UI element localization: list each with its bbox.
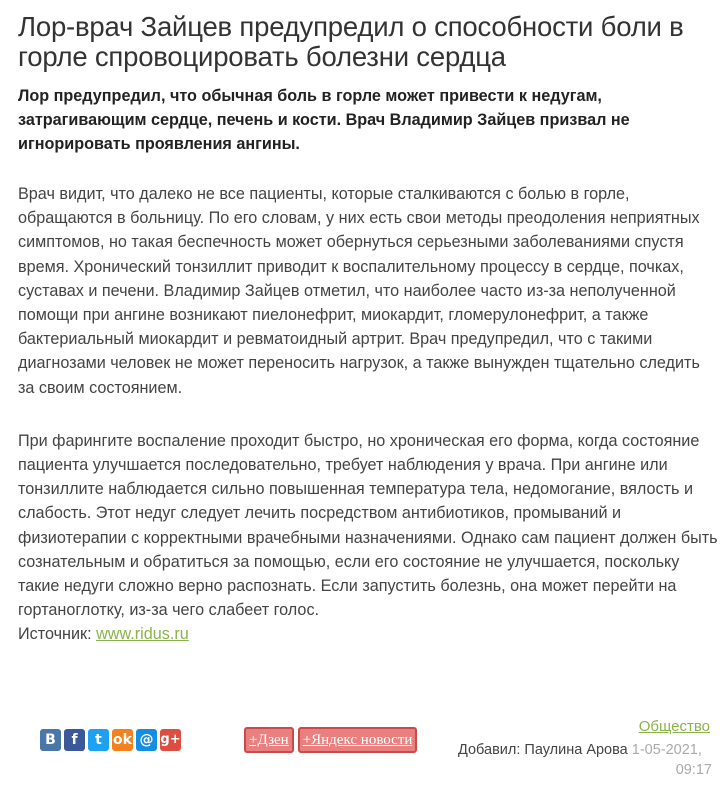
subscribe-tags: [244, 727, 417, 753]
mail-icon[interactable]: @: [136, 729, 157, 751]
article-paragraph-2: При фарингите воспаление проходит быстро, но хроническая его форма, когда состояние пациента улучшается последовательно, требует наблюдения у врача. При ангине или тонзиллите наблюдается сильно повышенная температура тела, недомогание, вялость и слабость. Этот недуг следует лечить посредством антибиотиков, промываний и физиотерапии с корректными врачебными назначениями. Однако сам пациент должен быть сознательным и обратиться за помощью, если его состояние не улучшается, поскольку такие недуги сложно верно распознать. Если запустить болезнь, она может перейти на гортаноглотку, из-за чего слабеет голос.: [18, 431, 718, 620]
source-label: Источник:: [18, 625, 92, 644]
google-plus-icon[interactable]: g+: [160, 729, 181, 751]
post-meta: [458, 740, 712, 780]
vk-icon[interactable]: В: [40, 729, 61, 751]
article-paragraph-1: Врач видит, что далеко не все пациенты, которые сталкиваются с болью в горле, обращаются в больницу. По его словам, у них есть свои методы преодоления неприятных симптомов, но такая беспечность может обернуться серьезными заболеваниями спустя время. Хронический тонзиллит приводит к воспалительному процессу в сердце, почках, суставах и печени. Владимир Зайцев отметил, что наиболее часто из-за неполученной помощи при ангине возникают пиелонефрит, миокардит, гломерулонефрит, а также бактериальный миокардит и ревматоидный артрит. Врач предупредил, что с такими диагнозами человек не может переносить нагрузок, а также вынужден тщательно следить за своим состоянием.: [18, 185, 700, 397]
twitter-icon[interactable]: t: [88, 729, 109, 751]
odnoklassniki-icon[interactable]: ok: [112, 729, 133, 751]
post-date: 1-05-2021,: [631, 742, 702, 758]
yandex-news-tag[interactable]: +Яндекс новости: [298, 727, 418, 753]
category-link[interactable]: Общество: [638, 718, 710, 735]
source-link[interactable]: www.ridus.ru: [96, 625, 189, 644]
article: [18, 12, 718, 646]
dzen-tag[interactable]: +Дзен: [244, 727, 294, 753]
facebook-icon[interactable]: f: [64, 729, 85, 751]
article-title: Лор-врач Зайцев предупредил о способности боли в горле спровоцировать болезни сердца: [18, 11, 684, 72]
source-line: [18, 622, 718, 646]
author: Добавил: Паулина Арова: [458, 742, 628, 758]
article-lead: Лор предупредил, что обычная боль в горле может привести к недугам, затрагивающим сердце, печень и кости. Врач Владимир Зайцев призвал не игнорировать проявления ангины.: [18, 87, 630, 153]
share-buttons: [40, 729, 181, 751]
post-time: 09:17: [675, 762, 712, 778]
